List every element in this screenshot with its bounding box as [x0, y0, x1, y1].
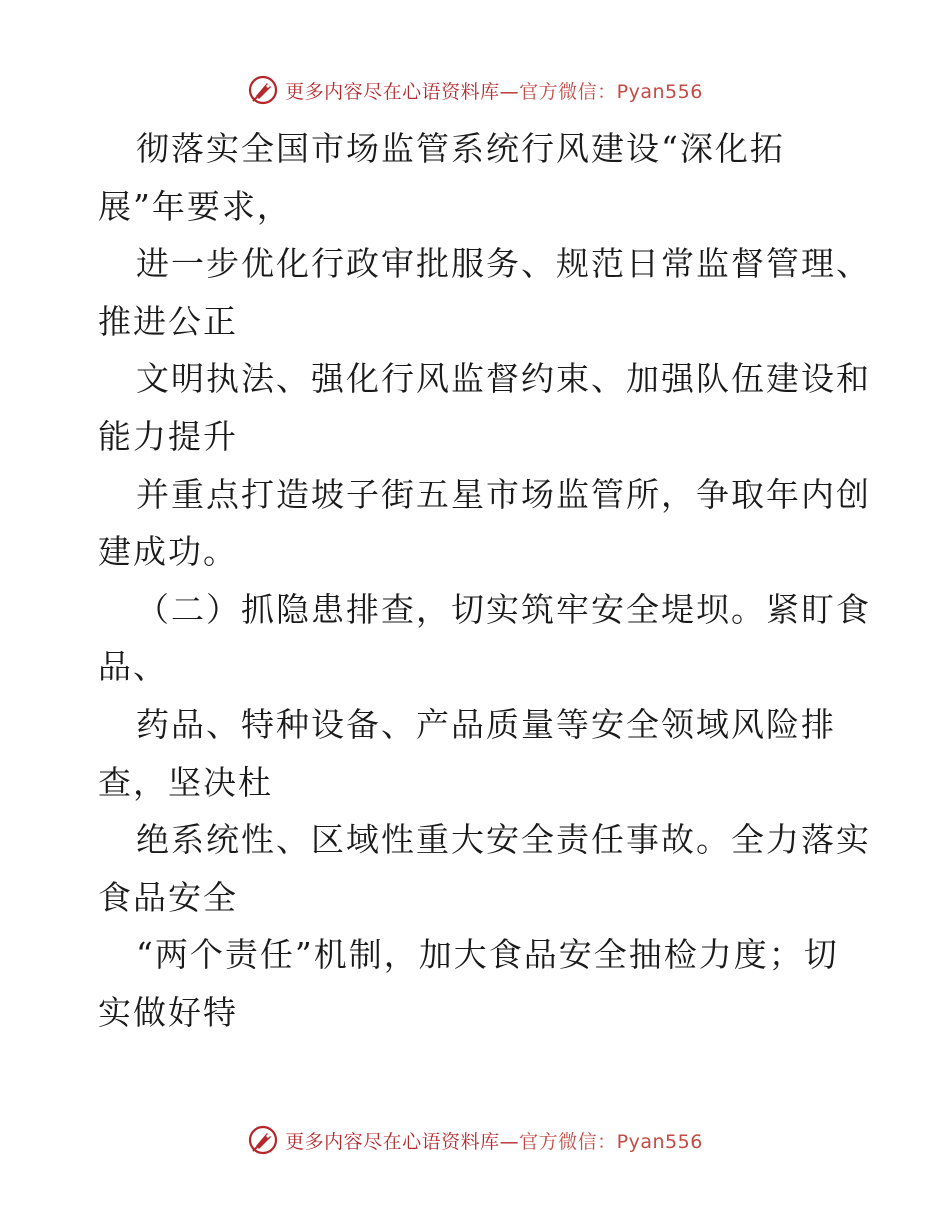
- body-line: 实做好特: [98, 992, 238, 1032]
- body-line: 查，坚决杜: [98, 762, 273, 802]
- pen-nib-logo-icon: [247, 74, 279, 106]
- body-line: 彻落实全国市场监管系统行风建设“深化拓: [136, 129, 785, 168]
- body-line: 文明执法、强化行风监督约束、加强队伍建设和: [136, 359, 871, 399]
- footer-watermark-text: 更多内容尽在心语资料库—官方微信：Pyan556: [285, 1130, 703, 1153]
- document-body: [98, 120, 871, 1042]
- pen-nib-logo-icon: [247, 1124, 279, 1156]
- header-watermark-text: 更多内容尽在心语资料库—官方微信：Pyan556: [285, 80, 703, 103]
- header-watermark-banner: [0, 70, 950, 110]
- body-line: 品、: [98, 647, 168, 687]
- body-line: 药品、特种设备、产品质量等安全领域风险排: [136, 704, 836, 744]
- body-line: 进一步优化行政审批服务、规范日常监督管理、: [136, 244, 871, 284]
- body-line: 推进公正: [98, 301, 238, 341]
- body-line: （二）抓隐患排查，切实筑牢安全堤坝。紧盯食: [136, 589, 871, 629]
- footer-watermark-banner: [0, 1120, 950, 1160]
- body-line: “两个责任”机制，加大食品安全抽检力度；切: [136, 935, 839, 975]
- body-line: 绝系统性、区域性重大安全责任事故。全力落实: [136, 820, 871, 860]
- body-line: 食品安全: [98, 877, 238, 917]
- body-line: 建成功。: [98, 532, 238, 572]
- body-line: 展”年要求，: [98, 186, 292, 226]
- body-line: 并重点打造坡子街五星市场监管所，争取年内创: [136, 474, 871, 514]
- body-line: 能力提升: [98, 416, 238, 456]
